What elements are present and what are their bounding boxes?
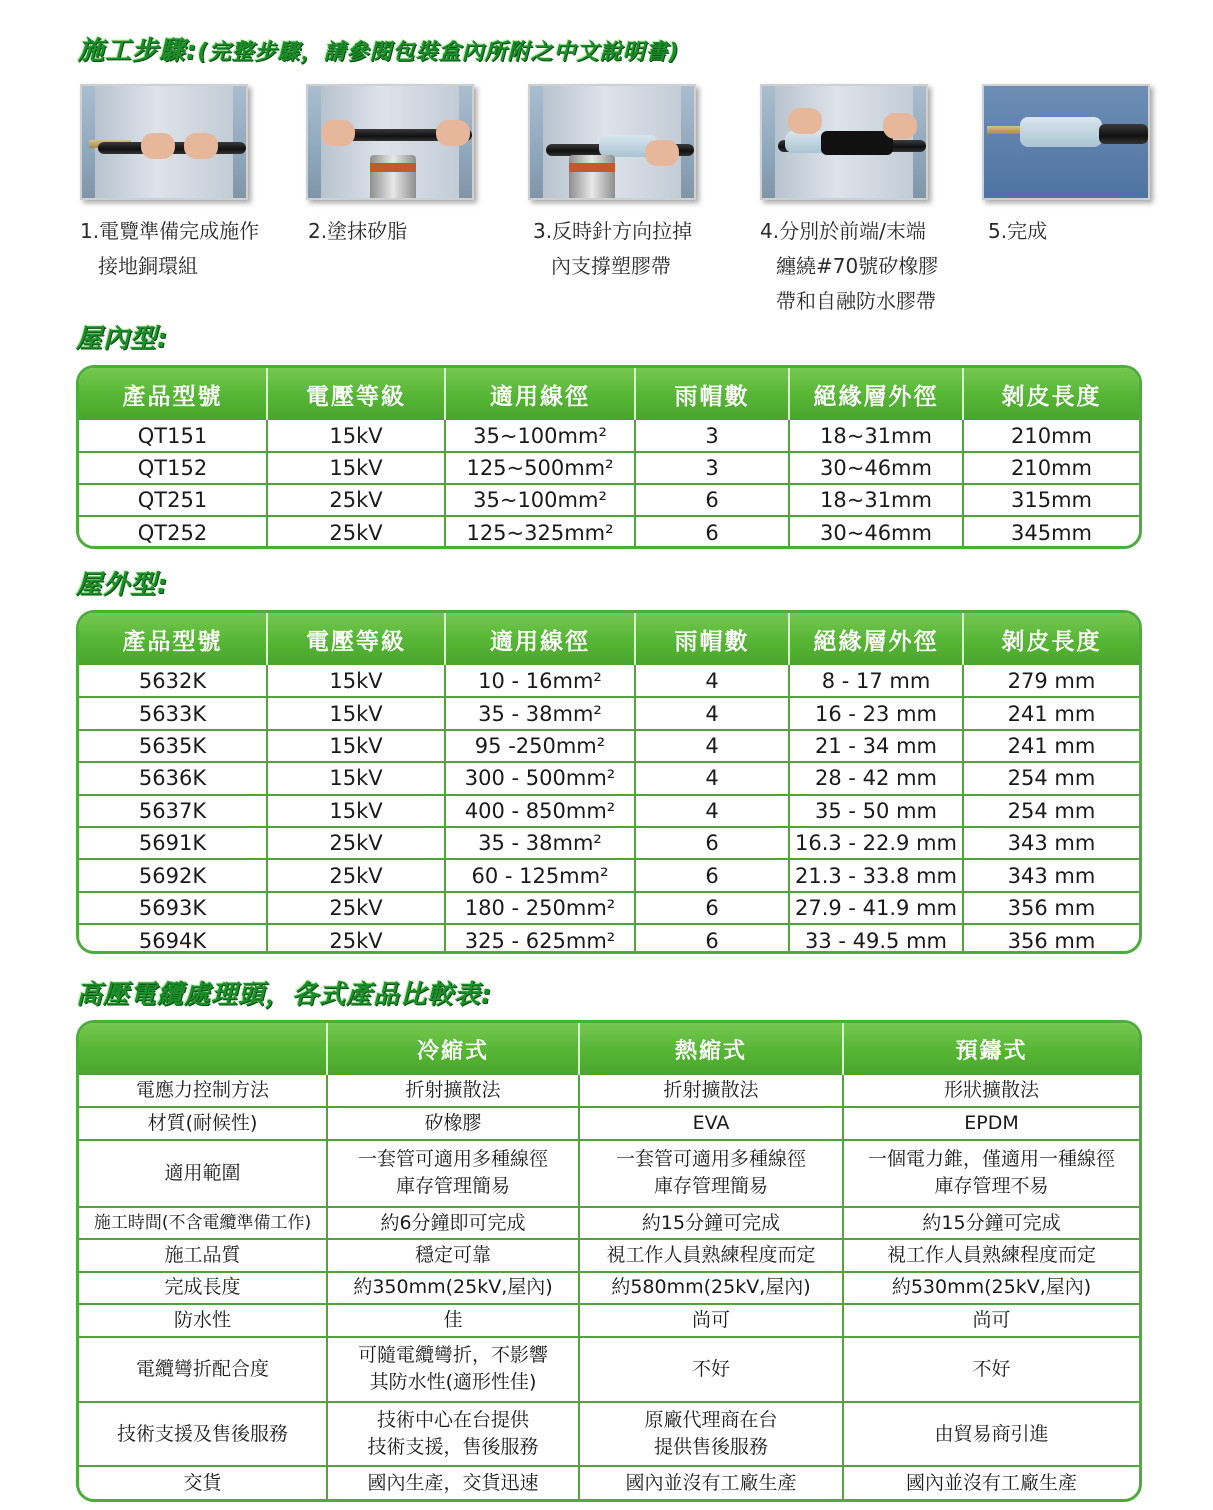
table-cell	[579, 1304, 843, 1336]
table-cell: 35~100mm²	[445, 420, 635, 452]
step-5-photo	[982, 84, 1150, 200]
table-cell: 4	[635, 665, 789, 697]
cell-line: 視工作人員熟練程度而定	[606, 1244, 816, 1267]
comparison-header-cell: 熱縮式	[579, 1023, 843, 1075]
table-cell	[579, 1207, 843, 1239]
table-cell: 25kV	[267, 859, 445, 891]
table-cell: QT252	[79, 516, 267, 548]
cell-line: 尚可	[691, 1308, 730, 1331]
comparison-title-colon: :	[481, 980, 493, 1010]
cell-line: 一套管可適用多種線徑	[357, 1148, 548, 1171]
table-cell: 30~46mm	[789, 516, 963, 548]
table-cell	[843, 1304, 1139, 1336]
cell-line: 國內生產，交貨迅速	[367, 1471, 539, 1494]
cell-line: 原廠代理商在台	[644, 1409, 778, 1432]
table-cell: 4	[635, 762, 789, 794]
cell-line: 視工作人員熟練程度而定	[886, 1244, 1096, 1267]
table-cell: 35 - 38mm²	[445, 697, 635, 729]
table-cell	[843, 1107, 1139, 1139]
table-cell	[579, 1272, 843, 1304]
step-1-line1: 1.電覽準備完成施作	[80, 219, 260, 243]
table-cell: 10 - 16mm²	[445, 665, 635, 697]
construction-title-text: 施工步驟	[78, 36, 187, 66]
outdoor-table	[76, 610, 1142, 954]
table-cell: 35~100mm²	[445, 484, 635, 516]
comparison-table	[76, 1020, 1142, 1502]
cell-line: 一個電力錐，僅適用一種線徑	[867, 1148, 1115, 1171]
table-row	[79, 516, 1139, 548]
table-cell	[327, 1239, 579, 1271]
outdoor-header-cell: 剝皮長度	[963, 613, 1139, 665]
table-cell: 15kV	[267, 730, 445, 762]
table-row	[79, 924, 1139, 954]
cell-line: 其防水性(適形性佳)	[369, 1371, 537, 1394]
table-row	[79, 697, 1139, 729]
cell-line: 約6分鐘即可完成	[380, 1211, 526, 1234]
row-label: 適用範圍	[79, 1140, 327, 1207]
table-row	[79, 1107, 1139, 1139]
cell-line: 穩定可靠	[414, 1244, 491, 1267]
table-cell: 5637K	[79, 795, 267, 827]
step-4-line1: 4.分別於前端/末端	[760, 219, 926, 243]
table-row	[79, 795, 1139, 827]
row-label: 施工時間(不含電纜準備工作)	[79, 1207, 327, 1239]
table-row	[79, 892, 1139, 924]
table-cell: 15kV	[267, 697, 445, 729]
table-row	[79, 484, 1139, 516]
cell-line: 約530mm(25kV,屋內)	[891, 1276, 1092, 1299]
table-cell: 3	[635, 452, 789, 484]
step-4-line2: 纏繞#70號矽橡膠	[776, 254, 939, 278]
row-label: 電應力控制方法	[79, 1075, 327, 1107]
table-cell	[327, 1207, 579, 1239]
table-row	[79, 1140, 1139, 1207]
row-label: 電纜彎折配合度	[79, 1337, 327, 1402]
table-cell	[327, 1272, 579, 1304]
table-cell	[327, 1140, 579, 1207]
step-4-text	[760, 214, 938, 319]
table-cell: 356 mm	[963, 892, 1139, 924]
table-cell: 15kV	[267, 420, 445, 452]
table-cell: 210mm	[1011, 423, 1092, 448]
table-cell: 125~325mm²	[445, 516, 635, 548]
table-cell: 18~31mm	[789, 420, 963, 452]
row-label: 防水性	[79, 1304, 327, 1336]
cell-line: 一套管可適用多種線徑	[615, 1148, 806, 1171]
cell-line: 庫存管理簡易	[653, 1175, 768, 1198]
table-row	[79, 762, 1139, 794]
table-cell	[843, 1337, 1139, 1402]
indoor-table	[76, 365, 1142, 549]
cell-line: 由貿易商引進	[934, 1422, 1049, 1445]
table-row	[79, 1272, 1139, 1304]
table-cell: 254 mm	[963, 795, 1139, 827]
table-cell	[327, 1304, 579, 1336]
table-cell: 6	[635, 859, 789, 891]
cell-line: 庫存管理不易	[934, 1175, 1049, 1198]
table-cell: 6	[635, 516, 789, 548]
table-cell	[579, 1466, 843, 1499]
cell-line: 佳	[443, 1308, 463, 1331]
cell-line: 技術中心在台提供	[376, 1409, 529, 1432]
table-cell: 6	[635, 484, 789, 516]
table-cell: 15kV	[267, 762, 445, 794]
table-cell: 6	[635, 827, 789, 859]
table-cell: 30~46mm	[789, 452, 963, 484]
table-cell: 343 mm	[963, 827, 1139, 859]
outdoor-title	[76, 564, 168, 601]
table-cell: 6	[635, 924, 789, 954]
table-cell: 21.3 - 33.8 mm	[789, 859, 963, 891]
table-cell: 343 mm	[963, 859, 1139, 891]
table-cell	[843, 1075, 1139, 1107]
table-cell: 5633K	[79, 697, 267, 729]
outdoor-header-cell: 電壓等級	[267, 613, 445, 665]
row-label: 材質(耐候性)	[79, 1107, 327, 1139]
table-cell: 25kV	[267, 516, 445, 548]
outdoor-header-cell: 雨帽數	[635, 613, 789, 665]
table-cell: 16.3 - 22.9 mm	[789, 827, 963, 859]
table-cell: 5693K	[79, 892, 267, 924]
table-row	[79, 827, 1139, 859]
table-cell: 5692K	[79, 859, 267, 891]
indoor-header-cell: 產品型號	[79, 368, 267, 420]
row-label: 技術支援及售後服務	[79, 1402, 327, 1467]
table-cell: 35 - 50 mm	[789, 795, 963, 827]
table-cell: 315mm	[963, 484, 1139, 516]
table-cell	[843, 1207, 1139, 1239]
table-cell: 60 - 125mm²	[445, 859, 635, 891]
indoor-header-row	[79, 368, 1139, 420]
cell-line: 尚可	[972, 1308, 1011, 1331]
outdoor-header-cell: 產品型號	[79, 613, 267, 665]
indoor-header-cell: 適用線徑	[445, 368, 635, 420]
table-cell: 241 mm	[963, 730, 1139, 762]
table-row	[79, 452, 1139, 484]
outdoor-title-colon: :	[157, 570, 169, 600]
cell-line: EVA	[692, 1112, 730, 1135]
table-row	[79, 1402, 1139, 1467]
table-cell	[579, 1075, 843, 1107]
comparison-title	[76, 974, 492, 1011]
table-cell: 6	[635, 892, 789, 924]
outdoor-title-text: 屋外型	[76, 570, 158, 600]
table-cell: QT151	[79, 420, 267, 452]
step-4-photo	[760, 84, 928, 200]
table-cell	[843, 1402, 1139, 1467]
table-cell: 25kV	[267, 892, 445, 924]
cell-line: 折射擴散法	[663, 1079, 759, 1102]
table-cell: 279 mm	[1007, 668, 1096, 693]
table-cell: 241 mm	[963, 697, 1139, 729]
table-cell	[327, 1402, 579, 1467]
construction-subtitle: (完整步驟，請參閱包裝盒內所附之中文說明書)	[197, 40, 680, 65]
step-1-photo	[80, 84, 248, 200]
table-cell: 95 -250mm²	[445, 730, 635, 762]
indoor-title-text: 屋內型	[76, 324, 158, 354]
cell-line: 國內並沒有工廠生產	[905, 1471, 1077, 1494]
table-cell	[327, 1075, 579, 1107]
table-row	[79, 730, 1139, 762]
table-row	[79, 665, 1139, 697]
table-cell: 27.9 - 41.9 mm	[789, 892, 963, 924]
step-5-text	[988, 214, 1047, 249]
indoor-header-cell: 絕緣層外徑	[789, 368, 963, 420]
step-2-photo	[306, 84, 474, 200]
outdoor-header-row	[79, 613, 1139, 665]
cell-line: 庫存管理簡易	[395, 1175, 510, 1198]
cell-line: 約580mm(25kV,屋內)	[611, 1276, 811, 1299]
table-cell	[579, 1402, 843, 1467]
cell-line: 提供售後服務	[653, 1436, 768, 1459]
table-cell: 400 - 850mm²	[445, 795, 635, 827]
table-cell: 15kV	[267, 795, 445, 827]
table-cell	[843, 1272, 1139, 1304]
cell-line: 約15分鐘可完成	[922, 1211, 1061, 1234]
comparison-header-row	[79, 1023, 1139, 1075]
step-4-line3: 帶和自融防水膠帶	[776, 289, 936, 313]
table-cell: 345mm	[963, 516, 1139, 548]
table-cell: 356 mm	[963, 924, 1139, 954]
cell-line: 矽橡膠	[424, 1112, 482, 1135]
table-row	[79, 1207, 1139, 1239]
table-cell: 25kV	[267, 827, 445, 859]
table-cell: 5691K	[79, 827, 267, 859]
cell-line: 約15分鐘可完成	[641, 1211, 781, 1234]
table-cell: 35 - 38mm²	[445, 827, 635, 859]
table-row	[79, 859, 1139, 891]
step-2-text	[308, 214, 407, 249]
cell-line: 可隨電纜彎折，不影響	[357, 1344, 548, 1367]
table-cell	[843, 1466, 1139, 1499]
step-3-text	[533, 214, 692, 284]
table-cell: 16 - 23 mm	[789, 697, 963, 729]
table-cell: 125~500mm²	[445, 452, 635, 484]
step-1-text	[80, 214, 259, 284]
step-3-line1: 3.反時針方向拉掉	[533, 219, 693, 243]
construction-title	[78, 30, 680, 67]
indoor-header-cell: 雨帽數	[635, 368, 789, 420]
step-2-line1: 2.塗抹矽脂	[308, 219, 408, 243]
table-cell	[579, 1107, 843, 1139]
table-cell	[579, 1140, 843, 1207]
table-cell: 33 - 49.5 mm	[789, 924, 963, 954]
table-cell	[843, 1140, 1139, 1207]
table-cell: 254 mm	[963, 762, 1139, 794]
cell-line: 國內並沒有工廠生產	[625, 1471, 797, 1494]
table-cell: 5632K	[79, 665, 267, 697]
construction-title-colon: :	[186, 36, 198, 66]
table-cell: 5636K	[79, 762, 267, 794]
table-cell: 180 - 250mm²	[445, 892, 635, 924]
indoor-header-cell: 電壓等級	[267, 368, 445, 420]
indoor-title	[76, 318, 168, 355]
row-label: 完成長度	[79, 1272, 327, 1304]
cell-line: 不好	[691, 1357, 730, 1380]
table-row	[79, 1075, 1139, 1107]
cell-line: 不好	[972, 1357, 1011, 1380]
step-1-line2: 接地銅環組	[98, 254, 198, 278]
table-cell: 28 - 42 mm	[789, 762, 963, 794]
table-cell	[327, 1107, 579, 1139]
table-cell: 25kV	[267, 924, 445, 954]
table-cell: 4	[635, 730, 789, 762]
step-3-photo	[528, 84, 696, 200]
step-3-line2: 內支撐塑膠帶	[551, 254, 671, 278]
cell-line: EPDM	[964, 1112, 1019, 1135]
table-row	[79, 1239, 1139, 1271]
outdoor-header-cell: 絕緣層外徑	[789, 613, 963, 665]
table-cell: 4	[635, 697, 789, 729]
table-cell: 5694K	[79, 924, 267, 954]
comparison-header-cell: 預鑄式	[843, 1023, 1139, 1075]
table-cell: 25kV	[267, 484, 445, 516]
cell-line: 約350mm(25kV,屋內)	[353, 1276, 553, 1299]
table-cell: 21 - 34 mm	[789, 730, 963, 762]
table-cell: QT152	[79, 452, 267, 484]
table-cell: 210mm	[963, 452, 1139, 484]
table-cell: QT251	[79, 484, 267, 516]
table-cell: 8 - 17 mm	[789, 665, 963, 697]
table-cell: 18~31mm	[789, 484, 963, 516]
comparison-header-cell	[79, 1023, 327, 1075]
row-label: 交貨	[79, 1466, 327, 1499]
table-cell	[579, 1337, 843, 1402]
cell-line: 折射擴散法	[405, 1079, 501, 1102]
table-cell	[843, 1239, 1139, 1271]
table-cell: 5635K	[79, 730, 267, 762]
outdoor-header-cell: 適用線徑	[445, 613, 635, 665]
step-5-line1: 5.完成	[988, 219, 1048, 243]
table-row	[79, 420, 1139, 452]
comparison-title-text: 高壓電纜處理頭，各式產品比較表	[76, 980, 482, 1010]
row-label: 施工品質	[79, 1239, 327, 1271]
table-cell	[579, 1239, 843, 1271]
table-cell	[327, 1466, 579, 1499]
cell-line: 形狀擴散法	[943, 1079, 1039, 1102]
cell-line: 技術支援，售後服務	[367, 1436, 539, 1459]
indoor-header-cell: 剝皮長度	[963, 368, 1139, 420]
table-cell: 3	[635, 420, 789, 452]
table-row	[79, 1337, 1139, 1402]
table-cell: 15kV	[267, 665, 445, 697]
table-row	[79, 1304, 1139, 1336]
table-cell: 325 - 625mm²	[445, 924, 635, 954]
table-cell: 300 - 500mm²	[445, 762, 635, 794]
comparison-header-cell: 冷縮式	[327, 1023, 579, 1075]
indoor-title-colon: :	[157, 324, 169, 354]
table-cell	[327, 1337, 579, 1402]
table-row	[79, 1466, 1139, 1499]
table-cell: 15kV	[267, 452, 445, 484]
table-cell: 4	[635, 795, 789, 827]
